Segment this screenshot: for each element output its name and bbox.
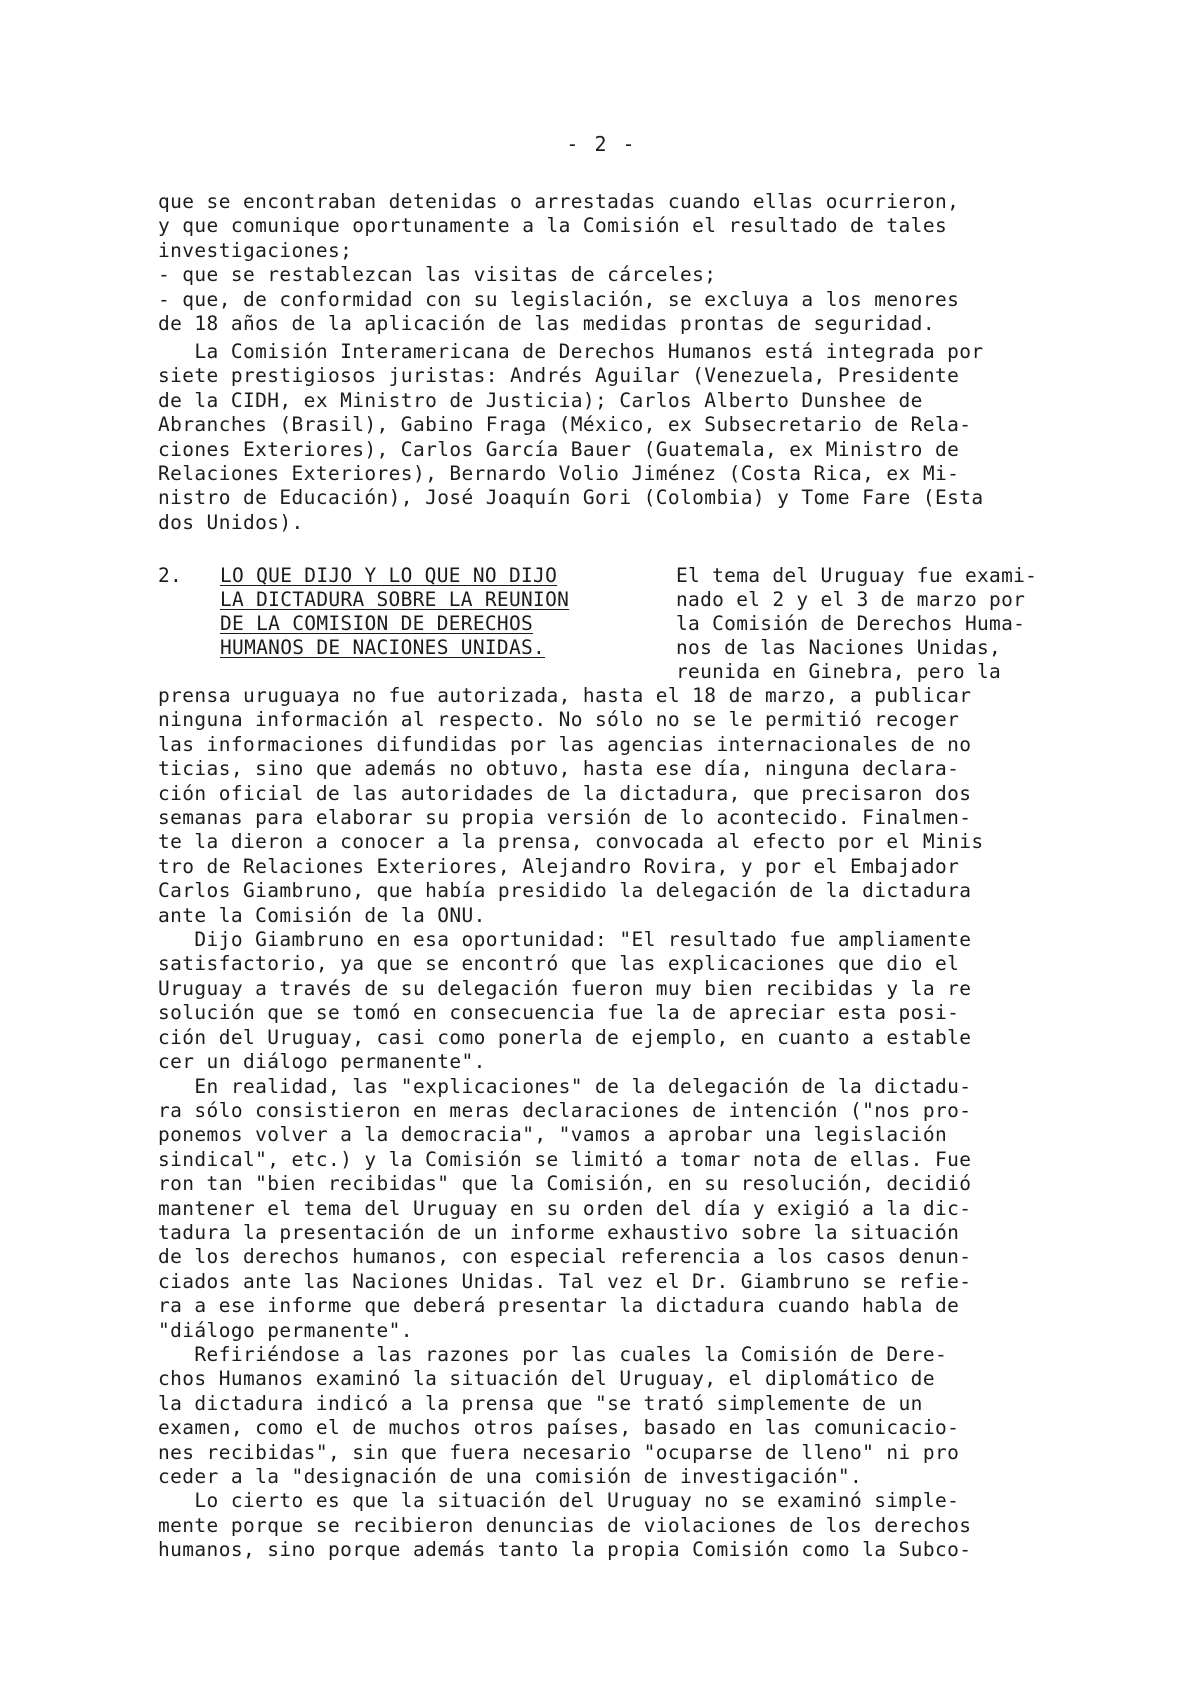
text-line: de 18 años de la aplicación de las medidas prontas de seguridad. — [158, 312, 935, 336]
text-line: semanas para elaborar su propia versión de lo acontecido. Finalmen- — [158, 806, 972, 830]
text-line: ción del Uruguay, casi como ponerla de ejemplo, en cuanto a estable — [158, 1025, 972, 1049]
text-line: Dijo Giambruno en esa oportunidad: "El resultado fue ampliamente — [158, 928, 972, 952]
text-line: dos Unidos). — [158, 510, 304, 534]
page-number: - 2 - — [566, 132, 637, 156]
text-line: humanos, sino porque además tanto la propia Comisión como la Subco- — [158, 1538, 972, 1562]
text-line: chos Humanos examinó la situación del Uruguay, el diplomático de — [158, 1367, 935, 1391]
section-intro-text — [676, 564, 1116, 684]
text-line: En realidad, las "explicaciones" de la delegación de la dictadu- — [158, 1074, 972, 1098]
text-line: sindical", etc.) y la Comisión se limitó a tomar nota de ellas. Fue — [158, 1147, 972, 1171]
text-line: ción oficial de las autoridades de la dictadura, que precisaron dos — [158, 781, 972, 805]
text-line: y que comunique oportunamente a la Comisión el resultado de tales — [158, 214, 948, 238]
text-line: - que, de conformidad con su legislación, se excluya a los menores — [158, 287, 960, 311]
text-line: la dictadura indicó a la prensa que "se trató simplemente de un — [158, 1391, 923, 1415]
text-line: El tema del Uruguay fue exami- — [676, 564, 1038, 587]
text-line: de la CIDH, ex Ministro de Justicia); Carlos Alberto Dunshee de — [158, 388, 923, 412]
text-line: LA DICTADURA SOBRE LA REUNION — [220, 588, 570, 611]
text-line: las informaciones difundidas por las agencias internacionales de no — [158, 732, 972, 756]
text-line: HUMANOS DE NACIONES UNIDAS. — [220, 636, 546, 659]
text-line: nes recibidas", sin que fuera necesario "ocuparse de lleno" ni pro — [158, 1440, 960, 1464]
text-line: ticias, sino que además no obtuvo, hasta ese día, ninguna declara- — [158, 757, 960, 781]
text-line: nado el 2 y el 3 de marzo por — [676, 588, 1026, 611]
text-line: La Comisión Interamericana de Derechos Humanos está integrada por — [158, 340, 984, 363]
text-block-recommendations — [158, 190, 1098, 336]
text-line: Refiriéndose a las razones por las cuales la Comisión de Dere- — [158, 1342, 948, 1366]
section-number: 2. — [158, 564, 183, 587]
text-line: de los derechos humanos, con especial referencia a los casos denun- — [158, 1245, 972, 1269]
text-line: ciones Exteriores), Carlos García Bauer (Guatemala, ex Ministro de — [158, 437, 960, 461]
text-line: - que se restablezcan las visitas de cárceles; — [158, 263, 717, 287]
section-title — [220, 564, 569, 660]
text-line: ante la Comisión de la ONU. — [158, 903, 486, 927]
text-line: te la dieron a conocer a la prensa, convocada al efecto por el Minis — [158, 830, 984, 854]
text-line: satisfactorio, ya que se encontró que las explicaciones que dio el — [158, 952, 960, 976]
text-line: Carlos Giambruno, que había presidido la delegación de la dictadura — [158, 879, 972, 903]
text-line: Abranches (Brasil), Gabino Fraga (México, ex Subsecretario de Rela- — [158, 413, 972, 437]
text-line: ceder a la "designación de una comisión de investigación". — [158, 1465, 863, 1488]
text-line: ciados ante las Naciones Unidas. Tal vez el Dr. Giambruno se refie- — [158, 1269, 972, 1293]
text-line: prensa uruguaya no fue autorizada, hasta el 18 de marzo, a publicar — [158, 684, 972, 707]
text-line: reunida en Ginebra, pero la — [676, 660, 1002, 683]
text-line: Uruguay a través de su delegación fueron muy bien recibidas y la re — [158, 976, 972, 1000]
text-line: tadura la presentación de un informe exhaustivo sobre la situación — [158, 1220, 960, 1244]
text-line: cer un diálogo permanente". — [158, 1050, 486, 1074]
text-line: investigaciones; — [158, 238, 353, 262]
text-line: "diálogo permanente". — [158, 1318, 413, 1342]
text-line: examen, como el de muchos otros países, basado en las comunicacio- — [158, 1416, 960, 1440]
text-line: nos de las Naciones Unidas, — [676, 636, 1002, 659]
text-line: mantener el tema del Uruguay en su orden del día y exigió a la dic- — [158, 1196, 972, 1220]
text-line: ra sólo consistieron en meras declaraciones de intención ("nos pro- — [158, 1098, 972, 1122]
text-line: nistro de Educación), José Joaquín Gori (Colombia) y Tome Fare (Esta — [158, 486, 984, 510]
text-line: ponemos volver a la democracia", "vamos a aprobar una legislación — [158, 1123, 948, 1147]
text-line: siete prestigiosos juristas: Andrés Aguilar (Venezuela, Presidente — [158, 364, 960, 388]
text-line: ra a ese informe que deberá presentar la dictadura cuando habla de — [158, 1294, 960, 1318]
text-line: Relaciones Exteriores), Bernardo Volio Jiménez (Costa Rica, ex Mi- — [158, 462, 960, 486]
text-line: Lo cierto es que la situación del Uruguay no se examinó simple- — [158, 1489, 960, 1513]
text-line: que se encontraban detenidas o arrestadas cuando ellas ocurrieron, — [158, 190, 960, 213]
text-line: la Comisión de Derechos Huma- — [676, 612, 1026, 635]
text-line: LO QUE DIJO Y LO QUE NO DIJO — [220, 564, 558, 587]
text-line: ninguna información al respecto. No sólo no se le permitió recoger — [158, 708, 960, 732]
text-block-commission-members — [158, 340, 1098, 535]
text-line: ron tan "bien recibidas" que la Comisión, en su resolución, decidió — [158, 1172, 972, 1196]
text-line: mente porque se recibieron denuncias de violaciones de los derechos — [158, 1513, 972, 1537]
text-line: solución que se tomó en consecuencia fue la de apreciar esta posi- — [158, 1001, 960, 1025]
text-line: tro de Relaciones Exteriores, Alejandro Rovira, y por el Embajador — [158, 854, 960, 878]
text-block-body — [158, 684, 1098, 1563]
text-line: DE LA COMISION DE DERECHOS — [220, 612, 534, 635]
